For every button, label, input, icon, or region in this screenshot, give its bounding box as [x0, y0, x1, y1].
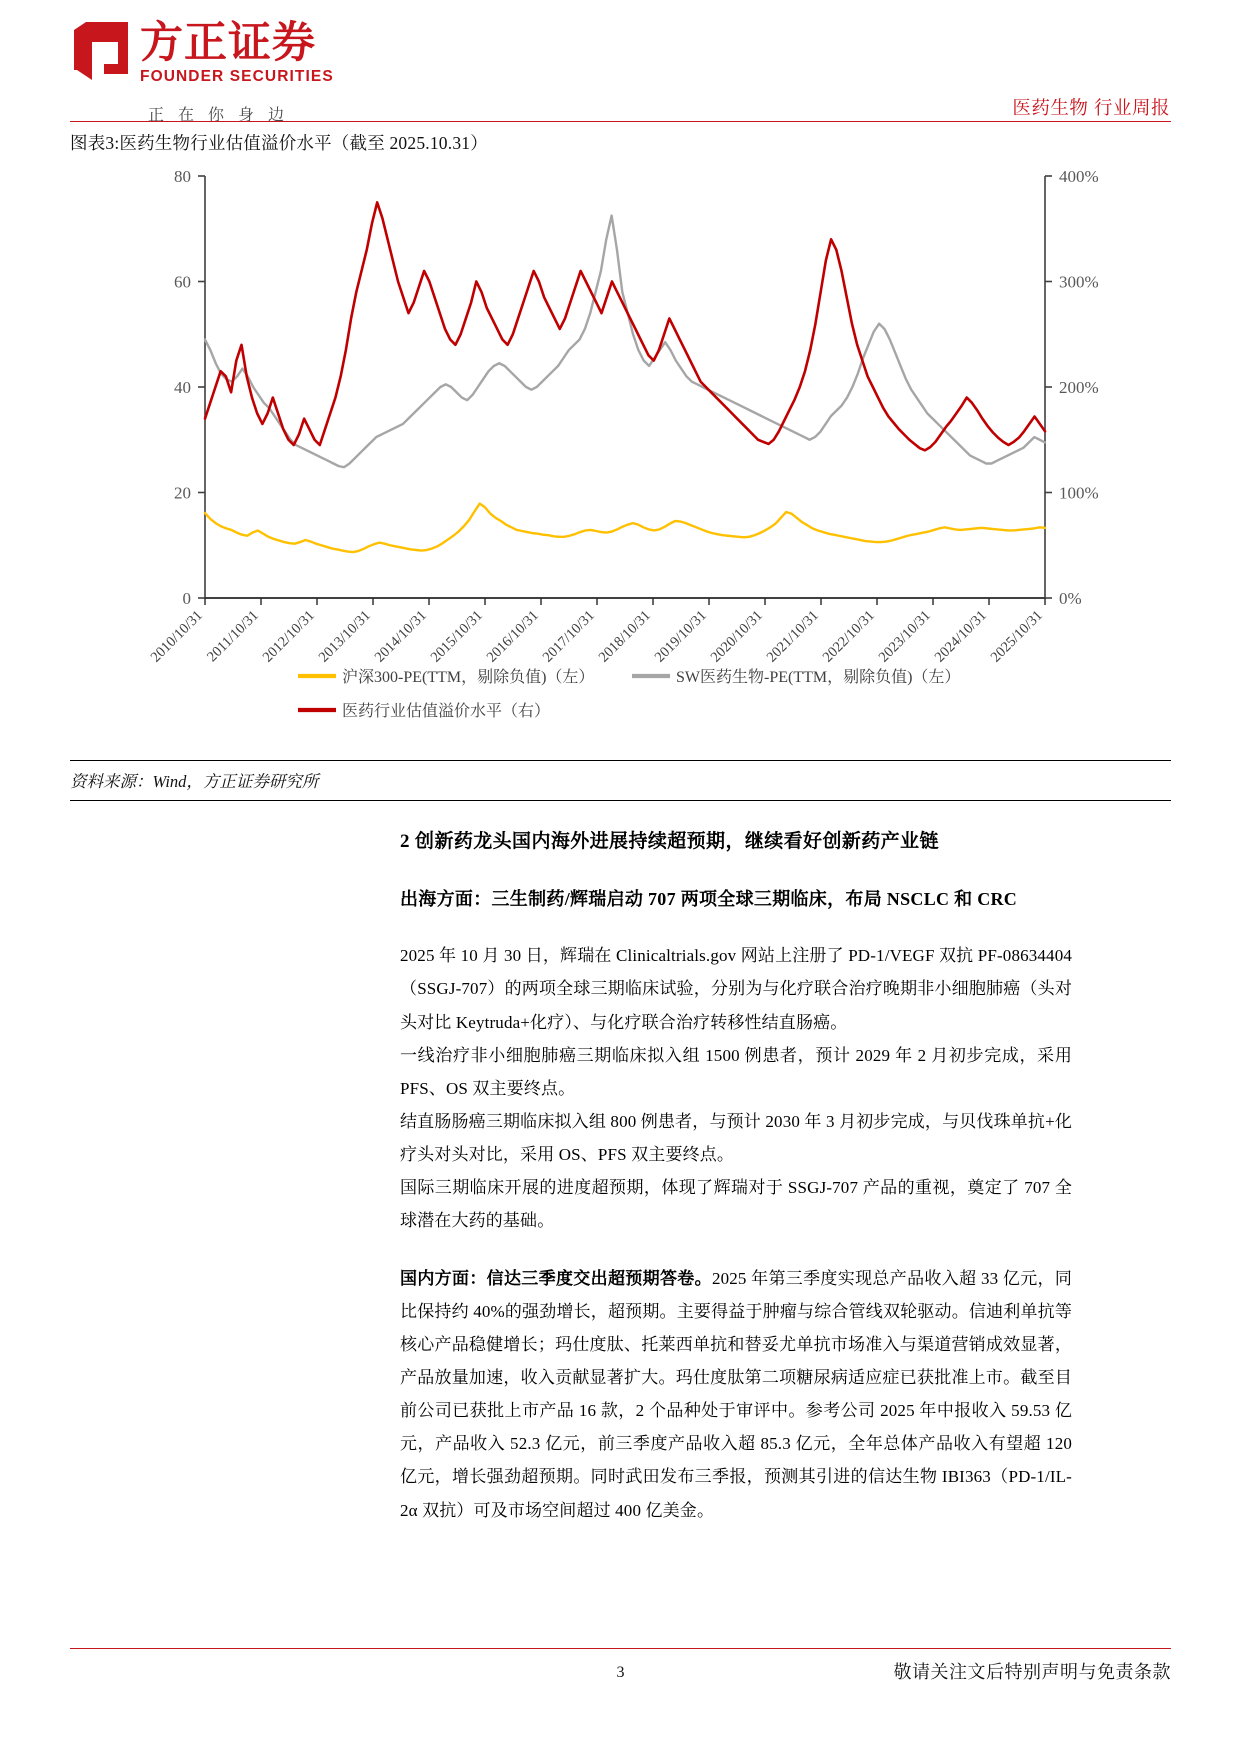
svg-text:60: 60	[174, 272, 191, 292]
paragraph-3: 结直肠肠癌三期临床拟入组 800 例患者，与预计 2030 年 3 月初步完成，与贝伐珠单抗+化疗头对头对比，采用 OS、PFS 双主要终点。	[400, 1112, 1072, 1165]
paragraph-5	[400, 1262, 1072, 1527]
logo-chinese-name: 方正证券	[140, 19, 316, 67]
svg-text:医药行业估值溢价水平（右）: 医药行业估值溢价水平（右）	[342, 703, 551, 720]
svg-text:40: 40	[174, 378, 191, 397]
svg-text:SW医药生物-PE(TTM，剔除负值)（左）: SW医药生物-PE(TTM，剔除负值)（左）	[676, 669, 961, 686]
svg-text:2021/10/31: 2021/10/31	[763, 607, 822, 666]
svg-text:200%: 200%	[1059, 378, 1099, 397]
company-slogan: 正在你身边	[148, 107, 299, 124]
founder-logo-icon	[70, 22, 132, 84]
svg-text:0: 0	[182, 589, 191, 608]
svg-text:2025/10/31: 2025/10/31	[987, 607, 1046, 666]
svg-text:2016/10/31: 2016/10/31	[483, 607, 542, 666]
svg-text:2011/10/31: 2011/10/31	[204, 607, 262, 666]
svg-text:2010/10/31: 2010/10/31	[147, 607, 206, 666]
svg-text:沪深300-PE(TTM，剔除负值)（左）: 沪深300-PE(TTM，剔除负值)（左）	[342, 669, 595, 686]
exhibit-title: 图表3:医药生物行业估值溢价水平（截至 2025.10.31）	[70, 133, 488, 153]
svg-text:2018/10/31: 2018/10/31	[595, 607, 654, 666]
paragraph-2: 一线治疗非小细胞肺癌三期临床拟入组 1500 例患者，预计 2029 年 2 月初步完成，采用 PFS、OS 双主要终点。	[400, 1045, 1072, 1098]
svg-text:80: 80	[174, 167, 191, 186]
svg-text:400%: 400%	[1059, 167, 1099, 186]
svg-text:2020/10/31: 2020/10/31	[707, 607, 766, 666]
company-logo	[70, 19, 334, 86]
svg-text:2024/10/31: 2024/10/31	[931, 607, 990, 666]
header-divider	[70, 121, 1171, 122]
svg-text:2023/10/31: 2023/10/31	[875, 607, 934, 666]
logo-english-name: FOUNDER SECURITIES	[140, 68, 334, 85]
svg-text:2015/10/31: 2015/10/31	[427, 607, 486, 666]
footer-divider	[70, 1648, 1171, 1649]
paragraph-5-rest: 2025 年第三季度实现总产品收入超 33 亿元，同比保持约 40%的强劲增长，超预期。主要得益于肿瘤与综合管线双轮驱动。信迪利单抗等核心产品稳健增长；玛仕度肽、托莱西单抗和替妥尤单抗市场准入与渠道营销成效显著，产品放量加速，收入贡献显著扩大。玛仕度肽第二项糖尿病适应症已获批准上市。截至目前公司已获批上市产品 16 款，2 个品种处于审评中。参考公司 2025 年中报收入 59.53 亿元，产品收入 52.3 亿元，前三季度产品收入超 85.3 亿元，全年总体产品收入有望超 120 亿元，增长强劲超预期。同时武田发布三季报，预测其引进的信达生物 IBI363（PD-1/IL-2α 双抗）可及市场空间超过 400 亿美金。	[400, 1268, 1072, 1520]
page-number: 3	[616, 1664, 625, 1681]
chart-svg	[70, 158, 1170, 758]
chart-source: 资料来源：Wind，方正证券研究所	[70, 772, 319, 791]
source-divider-top	[70, 760, 1171, 761]
svg-text:2017/10/31: 2017/10/31	[539, 607, 598, 666]
svg-text:2013/10/31: 2013/10/31	[315, 607, 374, 666]
svg-text:2022/10/31: 2022/10/31	[819, 607, 878, 666]
svg-text:0%: 0%	[1059, 589, 1082, 608]
svg-text:20: 20	[174, 483, 191, 503]
svg-text:2012/10/31: 2012/10/31	[259, 607, 318, 666]
svg-text:2014/10/31: 2014/10/31	[371, 607, 430, 666]
page-header	[70, 19, 1170, 124]
svg-text:300%: 300%	[1059, 272, 1099, 292]
section-subheading: 出海方面：三生制药/辉瑞启动 707 两项全球三期临床，布局 NSCLC 和 CRC	[400, 888, 1018, 909]
paragraph-4: 国际三期临床开展的进度超预期，体现了辉瑞对于 SSGJ-707 产品的重视，奠定了 707 全球潜在大药的基础。	[400, 1178, 1072, 1231]
paragraph-5-lead: 国内方面：信达三季度交出超预期答卷。	[400, 1268, 712, 1288]
valuation-premium-chart	[70, 158, 1170, 758]
svg-text:100%: 100%	[1059, 483, 1099, 503]
svg-text:2019/10/31: 2019/10/31	[651, 607, 710, 666]
section-heading: 2 创新药龙头国内海外进展持续超预期，继续看好创新药产业链	[400, 831, 939, 852]
footer-disclaimer: 敬请关注文后特别声明与免责条款	[893, 1662, 1171, 1682]
report-category: 医药生物 行业周报	[1012, 97, 1170, 118]
article-body	[400, 828, 1072, 1527]
source-divider-bottom	[70, 800, 1171, 801]
paragraph-1: 2025 年 10 月 30 日，辉瑞在 Clinicaltrials.gov 网站上注册了 PD-1/VEGF 双抗 PF-08634404（SSGJ-707）的两项全球三期临床试验，分别为与化疗联合治疗晚期非小细胞肺癌（头对头对比 Keytruda+化疗）、与化疗联合治疗转移性结直肠癌。	[400, 946, 1072, 1032]
